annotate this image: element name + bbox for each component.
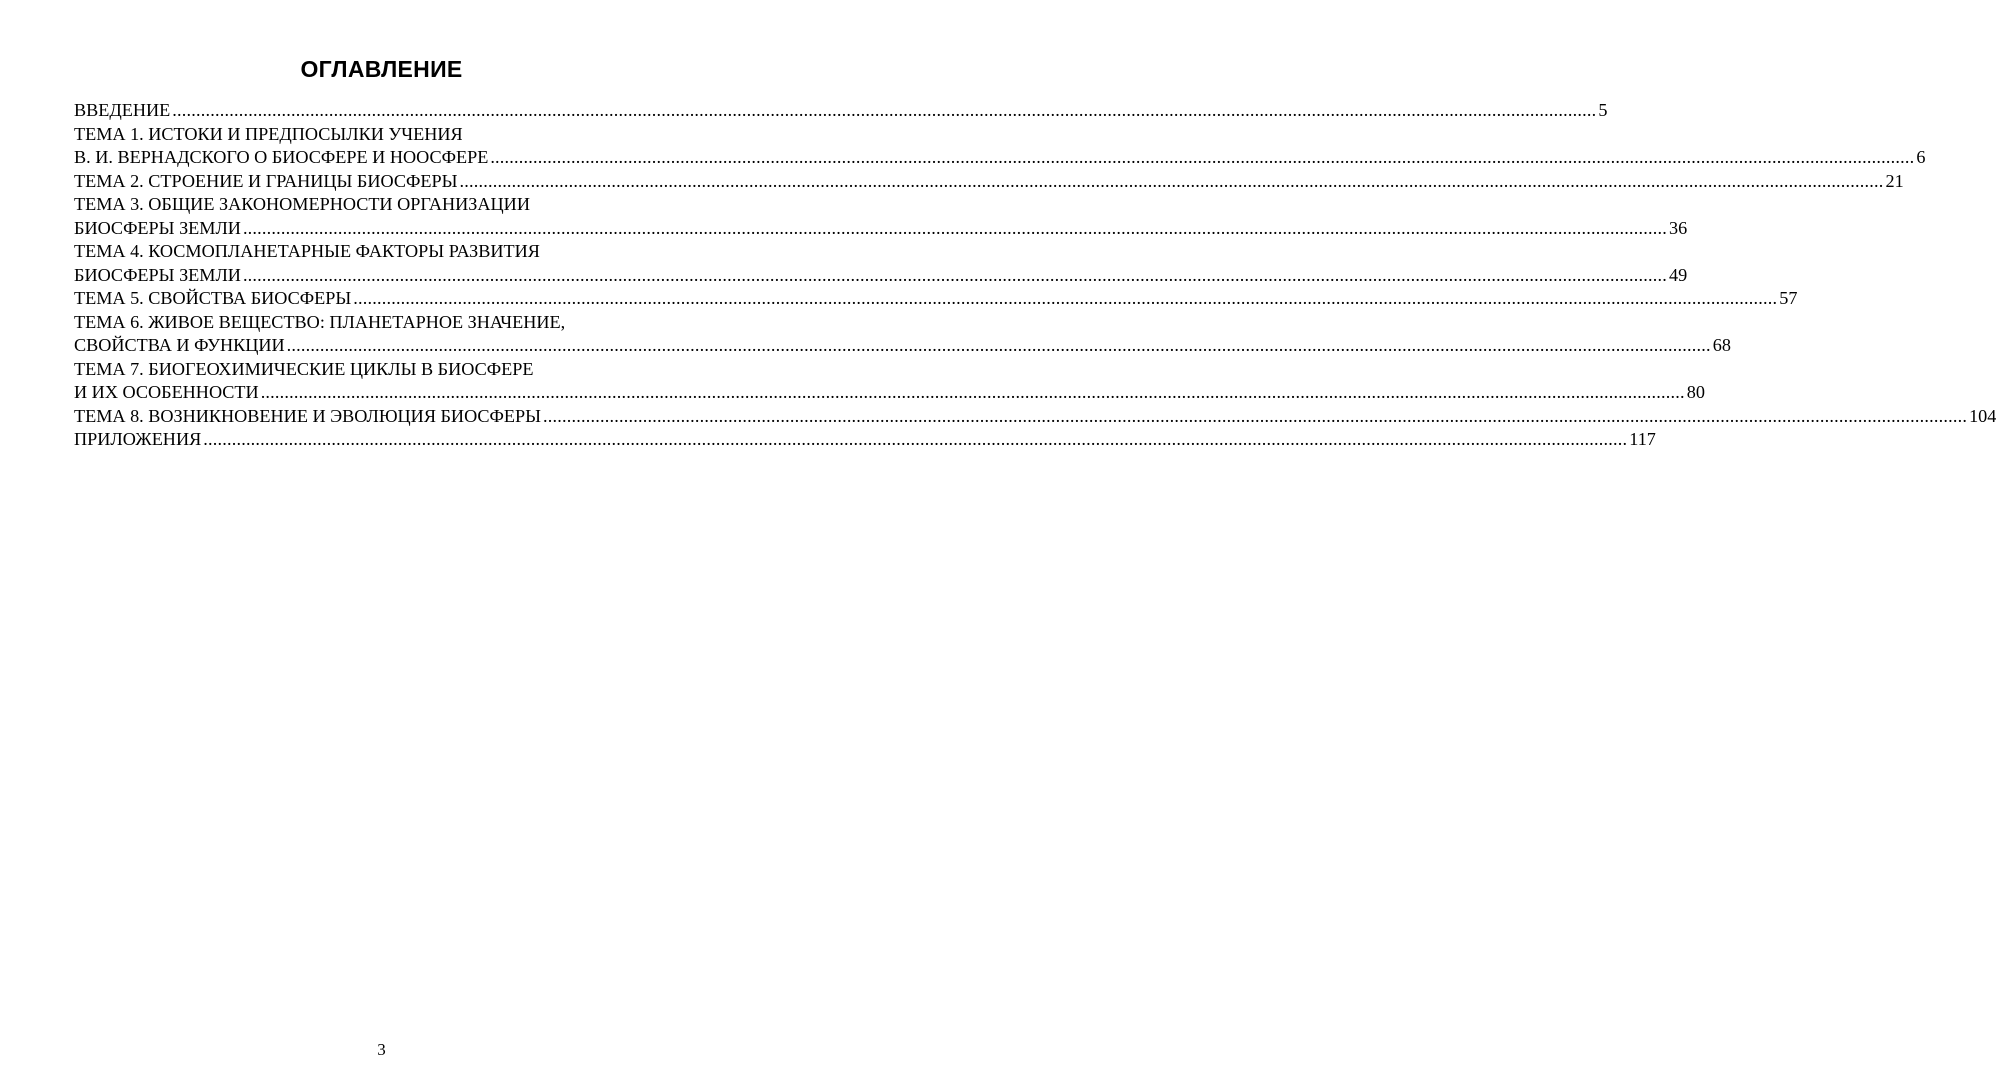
toc-entry xyxy=(74,311,1731,358)
dot-leader: ............................................................................................................................................................................................................................................................................................................ xyxy=(543,405,1968,426)
dot-leader: ............................................................................................................................................................................................................................................................................................................ xyxy=(286,335,1711,355)
toc-entry xyxy=(74,170,1904,194)
toc-line xyxy=(74,358,690,382)
toc-entry-title: СВОЙСТВА И ФУНКЦИИ xyxy=(74,335,285,355)
toc-entry-title: БИОСФЕРЫ ЗЕМЛИ xyxy=(74,264,241,285)
toc-page-number: 57 xyxy=(1779,288,1798,308)
toc-page-number: 49 xyxy=(1669,264,1688,285)
toc-entry-title: И ИХ ОСОБЕННОСТИ xyxy=(74,382,259,402)
toc-entry-title: ТЕМА 1. ИСТОКИ И ПРЕДПОСЫЛКИ УЧЕНИЯ xyxy=(74,123,463,144)
toc-page-number: 5 xyxy=(1598,100,1608,120)
toc-entry-title: ВВЕДЕНИЕ xyxy=(74,100,171,120)
toc-page-number: 21 xyxy=(1885,170,1904,191)
toc-entry-title: ТЕМА 6. ЖИВОЕ ВЕЩЕСТВО: ПЛАНЕТАРНОЕ ЗНАЧЕНИЕ, xyxy=(74,311,566,332)
dot-leader: ............................................................................................................................................................................................................................................................................................................ xyxy=(203,429,1628,449)
toc-page-number: 104 xyxy=(1969,405,1996,426)
toc-entry xyxy=(74,99,1608,123)
toc-page-number: 36 xyxy=(1669,217,1688,238)
toc-entry-title: ТЕМА 7. БИОГЕОХИМИЧЕСКИЕ ЦИКЛЫ В БИОСФЕРЕ xyxy=(74,358,534,379)
toc-line xyxy=(74,287,1798,311)
dot-leader: ............................................................................................................................................................................................................................................................................................................ xyxy=(172,100,1597,120)
dot-leader: ............................................................................................................................................................................................................................................................................................................ xyxy=(242,264,1667,285)
toc-line xyxy=(74,217,1688,241)
toc-line xyxy=(74,334,1731,358)
toc-line xyxy=(74,428,1656,452)
toc-page-number: 6 xyxy=(1916,147,1926,167)
toc-entry-title: В. И. ВЕРНАДСКОГО О БИОСФЕРЕ И НООСФЕРЕ xyxy=(74,147,489,167)
toc-entry xyxy=(74,428,1656,452)
page-title: ОГЛАВЛЕНИЕ xyxy=(300,56,463,82)
toc-line xyxy=(74,381,1705,405)
dot-leader: ............................................................................................................................................................................................................................................................................................................ xyxy=(459,170,1884,191)
toc-line xyxy=(74,193,690,217)
toc-entry xyxy=(74,287,1798,311)
toc-entry xyxy=(74,240,1688,287)
toc-entry xyxy=(74,405,1996,429)
toc-page-number: 117 xyxy=(1629,429,1656,449)
toc-page-number: 68 xyxy=(1712,335,1731,355)
toc-entry xyxy=(74,123,1926,170)
toc-entry-title: ТЕМА 5. СВОЙСТВА БИОСФЕРЫ xyxy=(74,288,352,308)
dot-leader: ............................................................................................................................................................................................................................................................................................................ xyxy=(490,147,1915,167)
toc-line xyxy=(74,264,1688,288)
toc-line xyxy=(74,123,690,147)
toc-entry-title: ТЕМА 4. КОСМОПЛАНЕТАРНЫЕ ФАКТОРЫ РАЗВИТИЯ xyxy=(74,241,540,261)
toc-entry xyxy=(74,358,1705,405)
toc-entry-title: БИОСФЕРЫ ЗЕМЛИ xyxy=(74,217,241,238)
toc-line xyxy=(74,146,1926,170)
toc-line xyxy=(74,99,1608,123)
toc-line xyxy=(74,240,690,264)
toc-line xyxy=(74,170,1904,194)
dot-leader: ............................................................................................................................................................................................................................................................................................................ xyxy=(242,217,1667,238)
page-number: 3 xyxy=(377,1040,386,1059)
toc-entry-title: ТЕМА 3. ОБЩИЕ ЗАКОНОМЕРНОСТИ ОРГАНИЗАЦИИ xyxy=(74,194,530,214)
toc-entry-title: ТЕМА 8. ВОЗНИКНОВЕНИЕ И ЭВОЛЮЦИЯ БИОСФЕРЫ xyxy=(74,405,542,426)
toc-entry-title: ТЕМА 2. СТРОЕНИЕ И ГРАНИЦЫ БИОСФЕРЫ xyxy=(74,170,458,191)
toc-line xyxy=(74,311,690,335)
toc-entry-title: ПРИЛОЖЕНИЯ xyxy=(74,429,202,449)
toc-page-number: 80 xyxy=(1686,382,1705,402)
toc-entry xyxy=(74,193,1688,240)
toc-line xyxy=(74,405,1996,429)
dot-leader: ............................................................................................................................................................................................................................................................................................................ xyxy=(260,382,1685,402)
dot-leader: ............................................................................................................................................................................................................................................................................................................ xyxy=(353,288,1778,308)
table-of-contents xyxy=(74,99,1996,452)
